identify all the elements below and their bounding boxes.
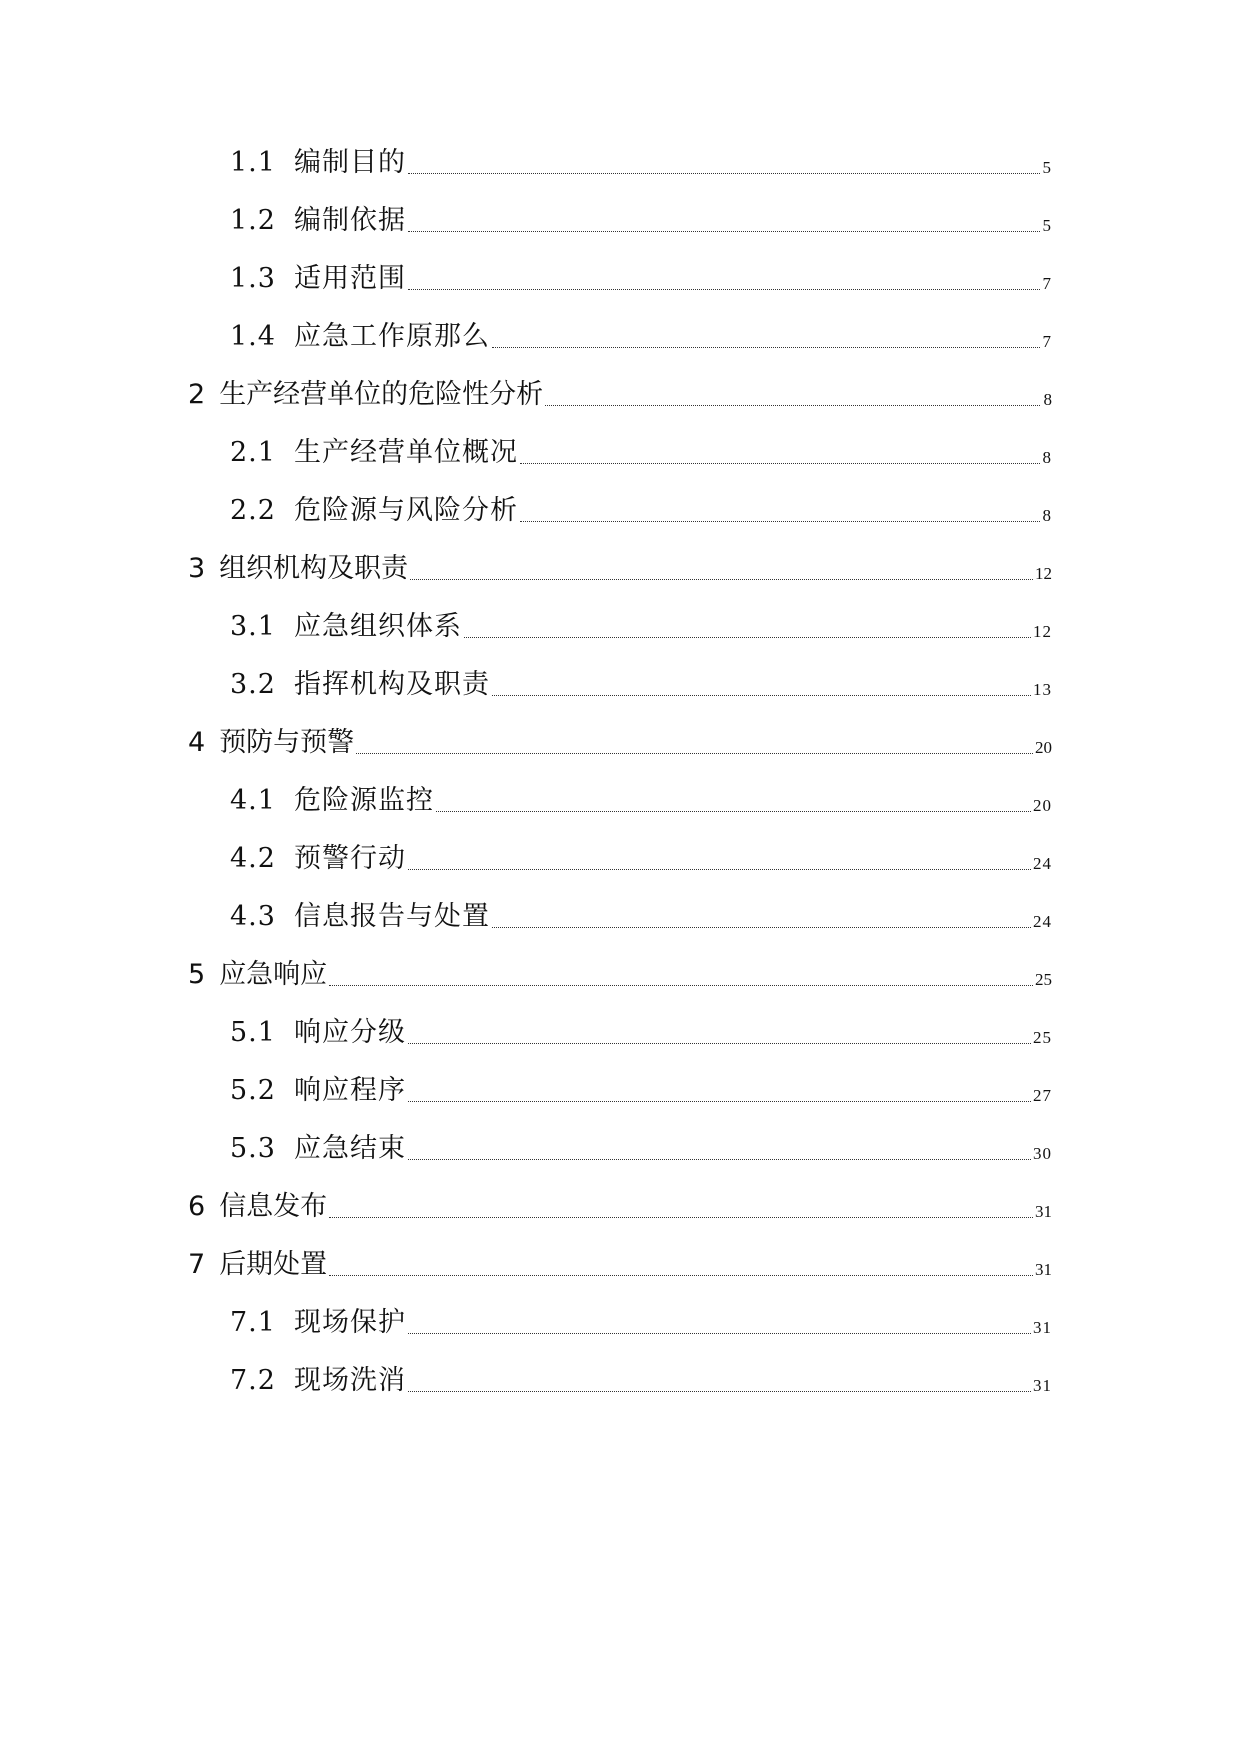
toc-chapter-title: 应急响应 [219,959,328,990]
toc-entry-page: 12 [1033,622,1052,641]
toc-entry-page: 31 [1033,1376,1052,1395]
toc-dot-leader [356,753,1033,754]
toc-entry-1-1[interactable] [230,142,1052,182]
toc-entry-7-2[interactable] [230,1360,1052,1400]
toc-entry-page: 20 [1035,738,1052,757]
toc-entry-title: 信息报告与处置 [293,901,490,932]
toc-chapter-6[interactable] [188,1186,1052,1226]
toc-entry-5-1[interactable] [230,1012,1052,1052]
toc-entry-title: 响应分级 [293,1017,406,1048]
toc-entry-page: 20 [1033,796,1052,815]
toc-entry-number: 7.1 [230,1307,276,1338]
toc-entry-page: 24 [1033,854,1052,873]
toc-entry-number: 1.2 [230,205,276,236]
toc-dot-leader [329,1217,1033,1218]
toc-entry-page: 25 [1035,970,1052,989]
toc-entry-page: 31 [1033,1318,1052,1337]
toc-entry-title: 现场保护 [293,1307,406,1338]
toc-entry-page: 7 [1042,332,1052,351]
toc-chapter-title: 信息发布 [219,1191,328,1222]
toc-entry-number: 4.3 [230,901,276,932]
toc-entry-page: 31 [1035,1260,1052,1279]
toc-entry-page: 5 [1042,216,1052,235]
toc-entry-5-2[interactable] [230,1070,1052,1110]
toc-dot-leader [408,1043,1031,1044]
toc-dot-leader [436,811,1031,812]
toc-entry-1-2[interactable] [230,200,1052,240]
toc-entry-2-2[interactable] [230,490,1052,530]
toc-entry-number: 5.1 [230,1017,276,1048]
toc-chapter-title: 生产经营单位的危险性分析 [219,379,544,410]
toc-entry-title: 预警行动 [293,843,406,874]
toc-dot-leader [329,985,1033,986]
toc-dot-leader [408,869,1031,870]
toc-chapter-7[interactable] [188,1244,1052,1284]
toc-entry-number: 3.1 [230,611,276,642]
toc-chapter-5[interactable] [188,954,1052,994]
toc-entry-page: 25 [1033,1028,1052,1047]
toc-entry-title: 危险源与风险分析 [293,495,518,526]
toc-dot-leader [408,173,1040,174]
toc-entry-title: 生产经营单位概况 [293,437,518,468]
toc-dot-leader [492,927,1031,928]
toc-dot-leader [520,463,1040,464]
toc-entry-1-4[interactable] [230,316,1052,356]
toc-entry-page: 12 [1035,564,1052,583]
toc-entry-4-1[interactable] [230,780,1052,820]
toc-entry-3-1[interactable] [230,606,1052,646]
toc-entry-page: 13 [1033,680,1052,699]
toc-dot-leader [408,1159,1031,1160]
toc-entry-title: 编制依据 [293,205,406,236]
toc-entry-page: 8 [1042,506,1052,525]
toc-chapter-number: 6 [188,1191,206,1222]
toc-entry-number: 4.2 [230,843,276,874]
toc-entry-number: 1.4 [230,321,276,352]
toc-dot-leader [408,1391,1031,1392]
toc-entry-2-1[interactable] [230,432,1052,472]
toc-entry-title: 响应程序 [293,1075,406,1106]
toc-entry-page: 24 [1033,912,1052,931]
toc-entry-4-3[interactable] [230,896,1052,936]
toc-entry-number: 5.2 [230,1075,276,1106]
toc-entry-page: 31 [1035,1202,1052,1221]
toc-entry-number: 7.2 [230,1365,276,1396]
toc-entry-number: 1.1 [230,147,276,178]
toc-chapter-2[interactable] [188,374,1052,414]
toc-entry-title: 应急结束 [293,1133,406,1164]
toc-entry-page: 30 [1033,1144,1052,1163]
toc-dot-leader [408,1333,1031,1334]
toc-chapter-3[interactable] [188,548,1052,588]
toc-entry-title: 适用范围 [293,263,406,294]
toc-entry-5-3[interactable] [230,1128,1052,1168]
toc-dot-leader [545,405,1040,406]
toc-entry-title: 现场洗消 [293,1365,406,1396]
toc-dot-leader [520,521,1040,522]
toc-entry-number: 5.3 [230,1133,276,1164]
toc-entry-title: 危险源监控 [293,785,434,816]
toc-entry-number: 4.1 [230,785,276,816]
toc-entry-number: 2.1 [230,437,276,468]
toc-entry-page: 7 [1042,274,1052,293]
toc-entry-page: 8 [1042,448,1052,467]
toc-dot-leader [464,637,1031,638]
toc-entry-title: 指挥机构及职责 [293,669,490,700]
toc-entry-title: 编制目的 [293,147,406,178]
toc-entry-title: 应急工作原那么 [293,321,490,352]
toc-chapter-number: 5 [188,959,206,990]
toc-dot-leader [410,579,1033,580]
toc-chapter-title: 预防与预警 [219,727,355,758]
toc-chapter-number: 2 [188,379,206,410]
toc-entry-7-1[interactable] [230,1302,1052,1342]
toc-entry-page: 5 [1042,158,1052,177]
toc-entry-number: 3.2 [230,669,276,700]
toc-dot-leader [492,695,1031,696]
toc-entry-page: 8 [1043,390,1052,409]
toc-entry-4-2[interactable] [230,838,1052,878]
toc-chapter-number: 4 [188,727,206,758]
toc-entry-title: 应急组织体系 [293,611,462,642]
toc-chapter-title: 组织机构及职责 [219,553,409,584]
toc-chapter-title: 后期处置 [219,1249,328,1280]
toc-entry-1-3[interactable] [230,258,1052,298]
toc-dot-leader [492,347,1040,348]
toc-chapter-number: 7 [188,1249,206,1280]
toc-dot-leader [408,289,1040,290]
toc-entry-page: 27 [1033,1086,1052,1105]
toc-dot-leader [329,1275,1033,1276]
toc-entry-number: 1.3 [230,263,276,294]
toc-chapter-4[interactable] [188,722,1052,762]
toc-entry-3-2[interactable] [230,664,1052,704]
toc-dot-leader [408,1101,1031,1102]
toc-dot-leader [408,231,1040,232]
toc-chapter-number: 3 [188,553,206,584]
toc-entry-number: 2.2 [230,495,276,526]
